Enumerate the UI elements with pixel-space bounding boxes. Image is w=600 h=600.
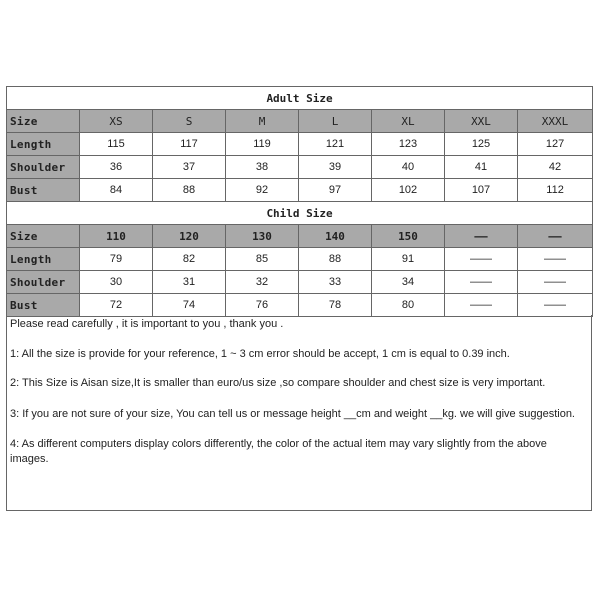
note-1: 1: All the size is provide for your reference, 1 ~ 3 cm error should be accept, 1 cm is equal to 0.39 inch. bbox=[10, 348, 510, 360]
table-cell: 127 bbox=[518, 133, 593, 156]
adult-header-size: Size bbox=[7, 110, 80, 133]
table-cell: 30 bbox=[80, 271, 153, 294]
table-cell: —— bbox=[445, 271, 518, 294]
notes-section bbox=[6, 315, 592, 511]
table-cell: 91 bbox=[372, 248, 445, 271]
table-cell: 80 bbox=[372, 294, 445, 317]
child-shoulder-row bbox=[7, 271, 593, 294]
child-length-label: Length bbox=[7, 248, 80, 271]
table-cell: 31 bbox=[153, 271, 226, 294]
note-4: 4: As different computers display colors differently, the color of the actual item may vary slightly from the above images. bbox=[10, 438, 547, 465]
table-cell: 119 bbox=[226, 133, 299, 156]
adult-shoulder-row bbox=[7, 156, 593, 179]
adult-header-xxl: XXL bbox=[445, 110, 518, 133]
table-cell: 123 bbox=[372, 133, 445, 156]
table-cell: 39 bbox=[299, 156, 372, 179]
table-cell: 88 bbox=[153, 179, 226, 202]
table-cell: 32 bbox=[226, 271, 299, 294]
table-cell: 84 bbox=[80, 179, 153, 202]
table-cell: 33 bbox=[299, 271, 372, 294]
adult-shoulder-label: Shoulder bbox=[7, 156, 80, 179]
child-size-title: Child Size bbox=[7, 202, 593, 225]
child-shoulder-label: Shoulder bbox=[7, 271, 80, 294]
adult-length-row bbox=[7, 133, 593, 156]
child-bust-label: Bust bbox=[7, 294, 80, 317]
child-header-empty-2: —— bbox=[518, 225, 593, 248]
table-cell: —— bbox=[445, 248, 518, 271]
table-cell: 85 bbox=[226, 248, 299, 271]
adult-header-s: S bbox=[153, 110, 226, 133]
table-cell: 107 bbox=[445, 179, 518, 202]
table-cell: 36 bbox=[80, 156, 153, 179]
table-cell: 76 bbox=[226, 294, 299, 317]
adult-bust-label: Bust bbox=[7, 179, 80, 202]
child-header-140: 140 bbox=[299, 225, 372, 248]
adult-title-row bbox=[7, 87, 593, 110]
table-cell: 112 bbox=[518, 179, 593, 202]
table-cell: 41 bbox=[445, 156, 518, 179]
table-cell: 40 bbox=[372, 156, 445, 179]
adult-header-l: L bbox=[299, 110, 372, 133]
child-header-size: Size bbox=[7, 225, 80, 248]
table-cell: 38 bbox=[226, 156, 299, 179]
table-cell: 34 bbox=[372, 271, 445, 294]
table-cell: 102 bbox=[372, 179, 445, 202]
size-table bbox=[6, 86, 593, 317]
note-2: 2: This Size is Aisan size,It is smaller than euro/us size ,so compare shoulder and chest size is very important. bbox=[10, 377, 546, 389]
table-cell: —— bbox=[518, 271, 593, 294]
child-title-row bbox=[7, 202, 593, 225]
table-cell: 97 bbox=[299, 179, 372, 202]
table-cell: 115 bbox=[80, 133, 153, 156]
table-cell: —— bbox=[445, 294, 518, 317]
child-header-130: 130 bbox=[226, 225, 299, 248]
child-header-110: 110 bbox=[80, 225, 153, 248]
child-header-empty-1: —— bbox=[445, 225, 518, 248]
notes-intro: Please read carefully , it is important to you , thank you . bbox=[10, 318, 284, 330]
child-header-120: 120 bbox=[153, 225, 226, 248]
adult-header-row bbox=[7, 110, 593, 133]
table-cell: 125 bbox=[445, 133, 518, 156]
table-cell: 88 bbox=[299, 248, 372, 271]
table-cell: 72 bbox=[80, 294, 153, 317]
table-cell: 121 bbox=[299, 133, 372, 156]
adult-header-xl: XL bbox=[372, 110, 445, 133]
table-cell: 42 bbox=[518, 156, 593, 179]
table-cell: 37 bbox=[153, 156, 226, 179]
table-cell: —— bbox=[518, 294, 593, 317]
table-cell: 117 bbox=[153, 133, 226, 156]
adult-header-m: M bbox=[226, 110, 299, 133]
child-header-row bbox=[7, 225, 593, 248]
table-cell: 78 bbox=[299, 294, 372, 317]
adult-size-title: Adult Size bbox=[7, 87, 593, 110]
note-3: 3: If you are not sure of your size, You can tell us or message height __cm and weight __kg. we will give suggestion. bbox=[10, 408, 575, 420]
adult-bust-row bbox=[7, 179, 593, 202]
child-bust-row bbox=[7, 294, 593, 317]
table-cell: 92 bbox=[226, 179, 299, 202]
table-cell: —— bbox=[518, 248, 593, 271]
table-cell: 82 bbox=[153, 248, 226, 271]
table-cell: 74 bbox=[153, 294, 226, 317]
table-cell: 79 bbox=[80, 248, 153, 271]
adult-header-xxxl: XXXL bbox=[518, 110, 593, 133]
adult-length-label: Length bbox=[7, 133, 80, 156]
adult-header-xs: XS bbox=[80, 110, 153, 133]
child-header-150: 150 bbox=[372, 225, 445, 248]
child-length-row bbox=[7, 248, 593, 271]
